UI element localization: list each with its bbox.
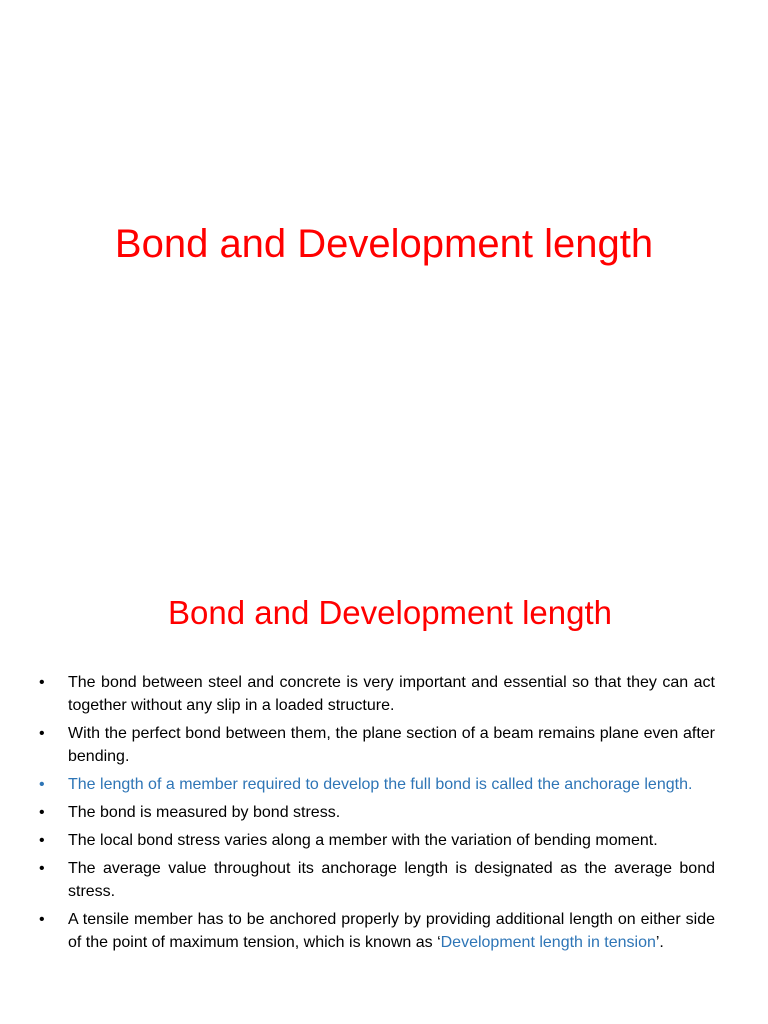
bullet-text: The length of a member required to develop the full bond is called the anchorage length. xyxy=(68,776,693,793)
bullet-text-before: A tensile member has to be anchored properly by providing additional length on either side of the point of maximum tension, which is known as ‘ xyxy=(68,911,715,951)
bullet-list xyxy=(37,671,715,959)
slide-1-title: Bond and Development length xyxy=(114,222,654,266)
bullet-item-development-length xyxy=(37,908,715,954)
bullet-text: The average value throughout its anchorage length is designated as the average bond stress. xyxy=(68,860,715,900)
bullet-item-local-bond-stress xyxy=(37,829,715,852)
slide-2 xyxy=(0,565,768,1024)
bullet-text: The bond between steel and concrete is very important and essential so that they can act together without any slip in a loaded structure. xyxy=(68,674,715,714)
bullet-dot-icon: • xyxy=(39,911,45,928)
bullet-item-bond-stress xyxy=(37,801,715,824)
bullet-text: The local bond stress varies along a member with the variation of bending moment. xyxy=(68,832,658,849)
bullet-dot-icon: • xyxy=(39,674,45,691)
bullet-text: With the perfect bond between them, the plane section of a beam remains plane even after bending. xyxy=(68,725,715,765)
bullet-text-highlight: Development length in tension xyxy=(440,934,656,951)
bullet-item-perfect-bond xyxy=(37,722,715,768)
bullet-dot-icon: • xyxy=(39,832,45,849)
bullet-item-average-bond-stress xyxy=(37,857,715,903)
bullet-dot-icon: • xyxy=(39,804,45,821)
bullet-text: The bond is measured by bond stress. xyxy=(68,804,341,821)
bullet-text-after: ’. xyxy=(655,934,664,951)
bullet-dot-icon: • xyxy=(39,860,45,877)
bullet-item-bond-importance xyxy=(37,671,715,717)
bullet-dot-icon: • xyxy=(39,725,45,742)
slide-2-title: Bond and Development length xyxy=(168,594,612,631)
bullet-item-anchorage-length xyxy=(37,773,715,796)
bullet-dot-icon: • xyxy=(39,776,45,793)
